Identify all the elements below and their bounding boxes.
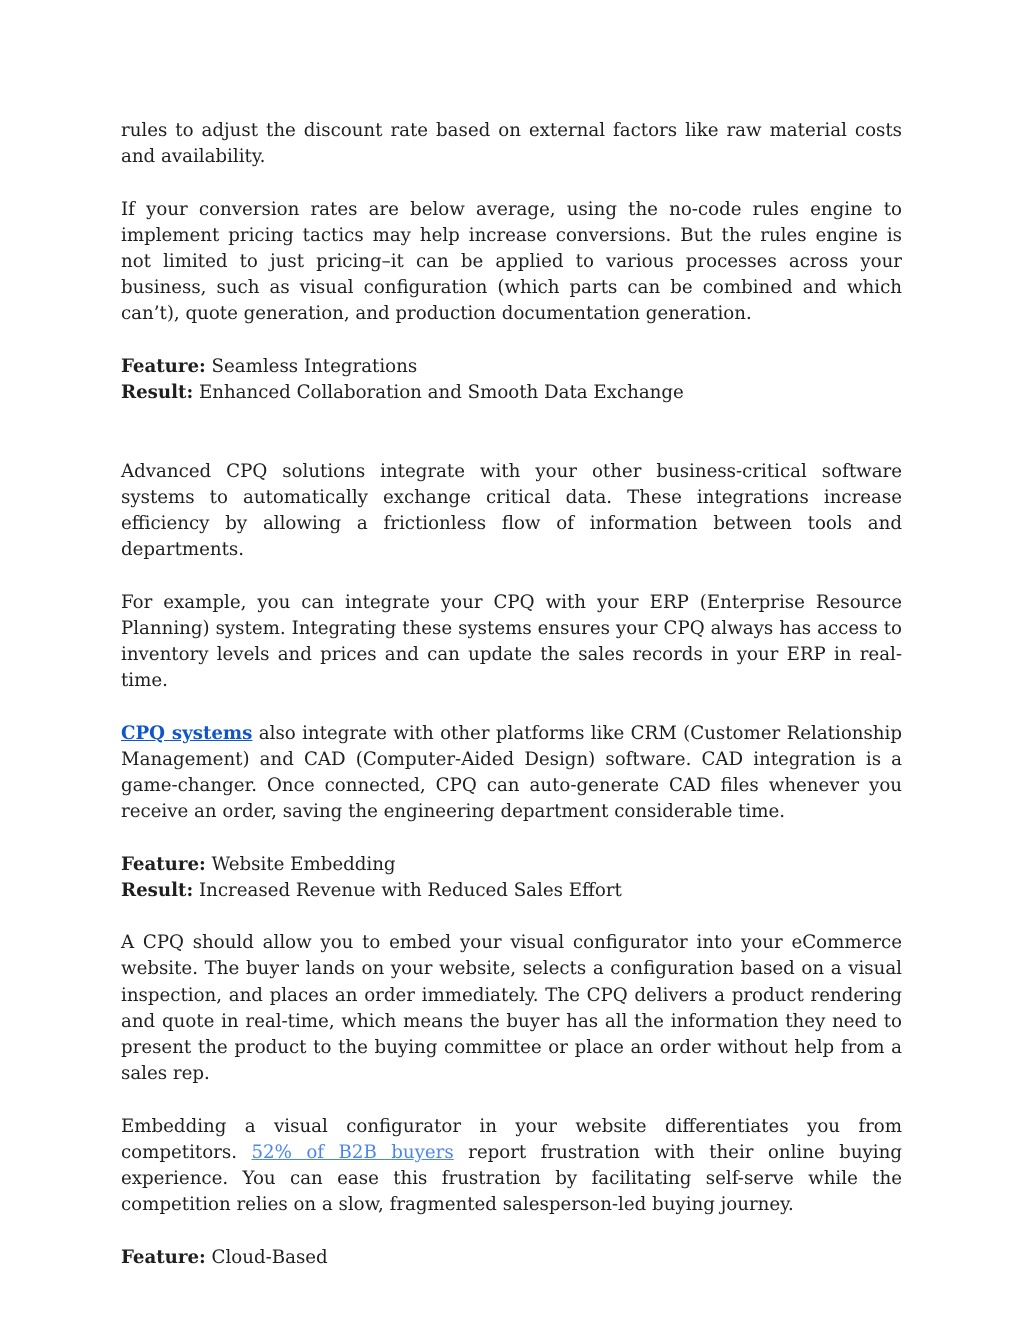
feature-label: Feature: [121, 1246, 206, 1268]
result-value: Increased Revenue with Reduced Sales Effort [193, 879, 622, 901]
document-page [121, 118, 902, 1271]
result-label: Result: [121, 879, 194, 901]
feature-value: Cloud-Based [205, 1246, 328, 1268]
paragraph-cpq-systems [121, 721, 902, 826]
cpq-systems-link[interactable]: CPQ systems [121, 722, 253, 744]
paragraph-text: Embedding a visual configurator in your website differentiates you from competitors. [121, 1115, 902, 1163]
paragraph-rules-engine: If your conversion rates are below average, using the no-code rules engine to implement pricing tactics may help increase conversions. But the rules engine is not limited to just pricing–it can be applied to various processes across your business, such as visual configuration (which parts can be combined and which can’t), quote generation, and production documentation generation. [121, 198, 902, 325]
paragraph-discount-rules: rules to adjust the discount rate based on external factors like raw material costs and availability. [121, 120, 902, 168]
paragraph-differentiation [121, 1114, 902, 1219]
result-label: Result: [121, 382, 194, 403]
result-heading-embedding [121, 878, 902, 904]
result-value: Enhanced Collaboration and Smooth Data Exchange [193, 382, 684, 403]
b2b-buyers-link[interactable]: 52% of B2B buyers [251, 1141, 454, 1163]
feature-label: Feature: [121, 355, 206, 377]
paragraph-advanced-cpq: Advanced CPQ solutions integrate with your other business-critical software systems to automatically exchange critical data. These integrations increase efficiency by allowing a frictionless flow of information between tools and departments. [121, 460, 902, 561]
result-heading-integrations [121, 380, 902, 406]
paragraph-text: report frustration with their online buying experience. You can ease this frustration by facilitating self-serve while the competition relies on a slow, fragmented salesperson-led buying journey. [121, 1141, 902, 1216]
feature-heading-embedding [121, 852, 902, 878]
paragraph-text: also integrate with other platforms like CRM (Customer Relationship Management) and CAD (Computer-Aided Design) software. CAD integration is a game-changer. Once connected, CPQ can auto-generate CAD files whenever you receive an order, saving the engineering department considerable time. [121, 722, 902, 823]
feature-value: Website Embedding [205, 853, 396, 875]
feature-value: Seamless Integrations [205, 355, 418, 377]
paragraph-embed-configurator: A CPQ should allow you to embed your visual configurator into your eCommerce website. The buyer lands on your website, selects a configuration based on a visual inspection, and places an order immediately. The CPQ delivers a product rendering and quote in real-time, which means the buyer has all the information they need to present the product to the buying committee or place an order without help from a sales rep. [121, 932, 902, 1085]
paragraph-erp-example: For example, you can integrate your CPQ with your ERP (Enterprise Resource Planning) system. Integrating these systems ensures your CPQ always has access to inventory levels and prices and can update the sales records in your ERP in real-time. [121, 591, 902, 692]
feature-heading-integrations [121, 354, 902, 380]
feature-heading-cloud [121, 1245, 902, 1271]
feature-label: Feature: [121, 853, 206, 875]
